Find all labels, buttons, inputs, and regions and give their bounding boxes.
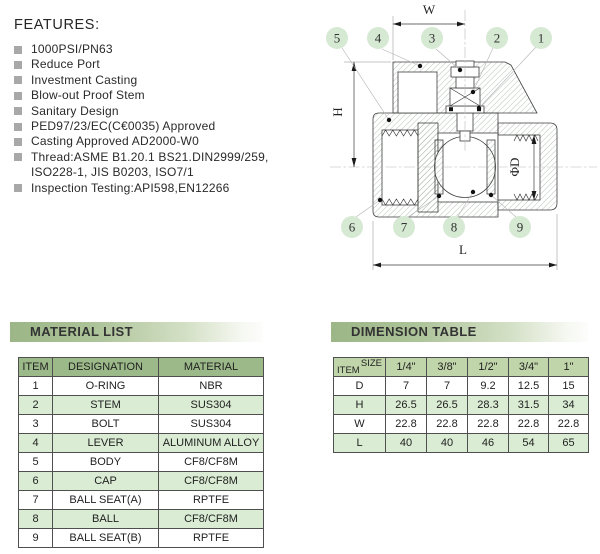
bullet-square-icon [14, 61, 22, 69]
dimension-table-header-bar [331, 322, 588, 342]
cell-value: 22.8 [549, 415, 589, 434]
feature-item [14, 150, 314, 165]
callout-1 [530, 27, 552, 49]
cell-material: CF8/CF8M [159, 472, 264, 491]
cell-designation: O-RING [53, 377, 159, 396]
table-row [19, 510, 264, 529]
o-ring-section [449, 107, 453, 111]
callout-5 [326, 27, 348, 49]
cell-item: 2 [19, 396, 53, 415]
feature-item-continuation [14, 165, 314, 180]
size-item-corner-cell [334, 358, 386, 377]
cell-designation: BOLT [53, 415, 159, 434]
size-column-header: 3/4" [509, 358, 549, 377]
svg-text:9: 9 [516, 219, 524, 235]
table-header-row [334, 358, 589, 377]
feature-item [14, 57, 314, 72]
size-column-header: 1/4" [386, 358, 427, 377]
cell-item: 1 [19, 377, 53, 396]
cell-item: 5 [19, 453, 53, 472]
callout-8 [443, 216, 465, 238]
svg-text:5: 5 [333, 30, 341, 46]
table-row [19, 453, 264, 472]
feature-item [14, 134, 314, 149]
column-header: MATERIAL [159, 358, 264, 377]
feature-item [14, 73, 314, 88]
cell-value: 34 [549, 396, 589, 415]
cell-material: ALUMINUM ALLOY [159, 434, 264, 453]
cell-value: 12.5 [509, 377, 549, 396]
svg-text:4: 4 [374, 30, 382, 46]
callout-4 [367, 27, 389, 49]
cell-value: 22.8 [509, 415, 549, 434]
table-row [19, 472, 264, 491]
feature-item [14, 88, 314, 103]
dim-label-h: H [330, 107, 345, 117]
dim-label-d: ΦD [507, 157, 522, 177]
cell-item: 3 [19, 415, 53, 434]
bullet-square-icon [14, 138, 22, 146]
cell-value: 7 [386, 377, 427, 396]
cell-value: 7 [427, 377, 468, 396]
feature-item [14, 104, 314, 119]
svg-text:8: 8 [450, 219, 458, 235]
bullet-square-icon [14, 46, 22, 54]
column-header: DESIGNATION [53, 358, 159, 377]
cell-value: 54 [509, 434, 549, 453]
svg-text:6: 6 [348, 219, 356, 235]
features-section [14, 17, 314, 196]
callout-7 [393, 216, 415, 238]
cell-value: 40 [386, 434, 427, 453]
material-list-title: MATERIAL LIST [30, 324, 133, 339]
cell-designation: BODY [53, 453, 159, 472]
size-column-header: 1/2" [468, 358, 509, 377]
feature-label: Reduce Port [31, 57, 100, 72]
cell-material: RPTFE [159, 529, 264, 548]
feature-label: Inspection Testing:API598,EN12266 [31, 180, 230, 195]
cell-item: 6 [19, 472, 53, 491]
cell-designation: STEM [53, 396, 159, 415]
bullet-square-icon [14, 92, 22, 100]
feature-item [14, 42, 314, 57]
table-row [334, 377, 589, 396]
feature-label: ISO228-1, JIS B0203, ISO7/1 [31, 165, 194, 180]
cell-value: 9.2 [468, 377, 509, 396]
table-row [334, 434, 589, 453]
cell-value: 65 [549, 434, 589, 453]
size-column-header: 1" [549, 358, 589, 377]
cell-value: 31.5 [509, 396, 549, 415]
svg-text:2: 2 [493, 30, 501, 46]
cell-value: 28.3 [468, 396, 509, 415]
cell-dim: L [334, 434, 386, 453]
cell-value: 22.8 [427, 415, 468, 434]
column-header: ITEM [19, 358, 53, 377]
corner-size-label: SIZE [360, 358, 382, 369]
dimension-table-title: DIMENSION TABLE [351, 324, 477, 339]
features-title: FEATURES: [14, 17, 100, 33]
bullet-square-icon [14, 184, 22, 192]
size-column-header: 3/8" [427, 358, 468, 377]
corner-item-label: ITEM [337, 365, 360, 376]
cell-designation: LEVER [53, 434, 159, 453]
cell-designation: BALL [53, 510, 159, 529]
valve-cross-section-drawing [310, 0, 600, 300]
cell-item: 4 [19, 434, 53, 453]
bullet-square-icon [14, 107, 22, 115]
cell-value: 22.8 [468, 415, 509, 434]
bullet-square-icon [14, 123, 22, 131]
cell-item: 8 [19, 510, 53, 529]
cell-material: NBR [159, 377, 264, 396]
cell-value: 22.8 [386, 415, 427, 434]
features-list [14, 42, 314, 196]
feature-label: Blow-out Proof Stem [31, 88, 145, 103]
svg-text:7: 7 [400, 219, 408, 235]
table-row [19, 491, 264, 510]
feature-label: Casting Approved AD2000-W0 [31, 134, 199, 149]
feature-label: Investment Casting [31, 72, 138, 87]
cell-item: 9 [19, 529, 53, 548]
cell-material: RPTFE [159, 491, 264, 510]
bullet-square-icon [14, 76, 22, 84]
table-row [19, 434, 264, 453]
feature-item [14, 119, 314, 134]
cell-designation: BALL SEAT(B) [53, 529, 159, 548]
dim-label-w: W [422, 2, 436, 17]
cell-value: 26.5 [427, 396, 468, 415]
callout-6 [341, 216, 363, 238]
feature-label: PED97/23/EC(C€0035) Approved [31, 119, 216, 134]
callout-9 [509, 216, 531, 238]
cell-designation: BALL SEAT(A) [53, 491, 159, 510]
callout-3 [421, 27, 443, 49]
cell-dim: H [334, 396, 386, 415]
table-row [334, 415, 589, 434]
feature-label: Thread:ASME B1.20.1 BS21.DIN2999/259, [31, 149, 269, 164]
feature-label: 1000PSI/PN63 [31, 42, 113, 56]
cell-designation: CAP [53, 472, 159, 491]
cell-dim: D [334, 377, 386, 396]
cell-value: 26.5 [386, 396, 427, 415]
cell-value: 46 [468, 434, 509, 453]
bullet-square-icon [14, 153, 22, 161]
svg-text:3: 3 [428, 30, 436, 46]
table-row [19, 529, 264, 548]
cell-value: 15 [549, 377, 589, 396]
cell-value: 40 [427, 434, 468, 453]
cell-material: CF8/CF8M [159, 453, 264, 472]
material-list-header-bar [10, 322, 263, 342]
cell-material: SUS304 [159, 415, 264, 434]
feature-item [14, 181, 314, 196]
callout-2 [486, 27, 508, 49]
dim-label-l: L [459, 242, 467, 257]
material-list-table [18, 357, 264, 548]
table-row [19, 396, 264, 415]
feature-label: Sanitary Design [31, 103, 119, 118]
table-row [19, 377, 264, 396]
cell-item: 7 [19, 491, 53, 510]
cell-dim: W [334, 415, 386, 434]
dimension-table [333, 357, 589, 453]
svg-text:1: 1 [537, 30, 545, 46]
table-row [19, 415, 264, 434]
table-row [334, 396, 589, 415]
table-header-row [19, 358, 264, 377]
cell-material: SUS304 [159, 396, 264, 415]
cell-material: CF8/CF8M [159, 510, 264, 529]
